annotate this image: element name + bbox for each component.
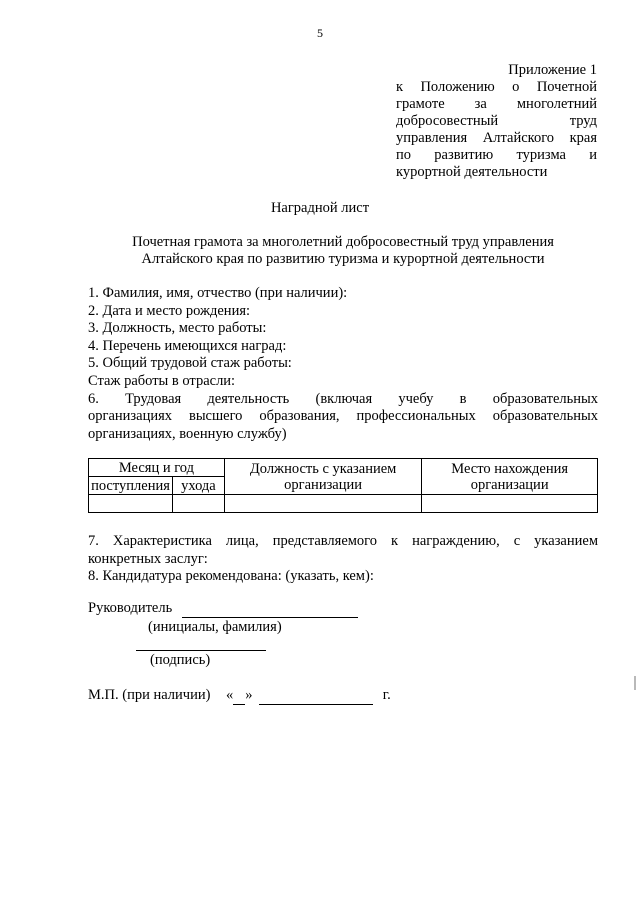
page-number: 5 (317, 26, 323, 40)
table-cell[interactable] (224, 495, 421, 513)
head-name-line[interactable] (182, 600, 358, 618)
table-cell[interactable] (89, 495, 173, 513)
day-field[interactable] (233, 687, 245, 705)
lower-items (88, 533, 598, 586)
signature-line[interactable] (136, 650, 266, 651)
header-location: Место нахождения организации (422, 459, 598, 495)
appendix-line: грамоте за многолетний (396, 96, 597, 112)
appendix-line: курортной деятельности (396, 164, 548, 180)
appendix-line: к Положению о Почетной (396, 79, 597, 95)
header-entry: поступления (89, 477, 173, 495)
seal-date-row (88, 687, 391, 705)
award-name-line: Алтайского края по развитию туризма и курортной деятельности (141, 251, 545, 267)
signature-label: (подпись) (150, 652, 211, 668)
seal-label: М.П. (при наличии) (88, 687, 211, 703)
form-items (88, 285, 598, 443)
table-row (89, 495, 598, 513)
head-row (88, 600, 358, 618)
work-history-table (88, 458, 598, 513)
year-suffix: г. (382, 687, 391, 703)
item-recommended-by: 8. Кандидатура рекомендована: (указать, кем): (88, 568, 374, 585)
item-awards: 4. Перечень имеющихся наград: (88, 337, 287, 354)
appendix-line: управления Алтайского края (396, 130, 597, 146)
initials-label: (инициалы, фамилия) (148, 619, 282, 635)
item-full-name: 1. Фамилия, имя, отчество (при наличии): (88, 285, 348, 301)
item-work-activity-cont: организациях, военную службу) (88, 425, 287, 442)
month-year-field[interactable] (259, 687, 373, 705)
scan-edge-mark (634, 676, 636, 690)
document-title: Наградной лист (270, 200, 370, 216)
item-work-activity: 6. Трудовая деятельность (включая учебу в образовательных (88, 390, 598, 407)
header-exit: ухода (172, 477, 224, 495)
table-cell[interactable] (422, 495, 598, 513)
header-month-year: Месяц и год (89, 459, 225, 477)
item-characteristic-cont: конкретных заслуг: (88, 550, 208, 567)
date-open-quote: « (226, 687, 234, 703)
award-name (90, 234, 596, 268)
award-name-line: Почетная грамота за многолетний добросовестный труд управления (132, 234, 554, 250)
appendix-block (396, 62, 597, 181)
item-position: 3. Должность, место работы: (88, 320, 267, 337)
item-total-experience: 5. Общий трудовой стаж работы: (88, 355, 292, 372)
appendix-line: по развитию туризма и (396, 147, 597, 163)
date-close-quote: » (245, 687, 253, 703)
item-characteristic: 7. Характеристика лица, представляемого к награждению, с указанием (88, 533, 598, 549)
item-work-activity-cont: организациях высшего образования, профессиональных образовательных (88, 408, 598, 425)
item-industry-experience: Стаж работы в отрасли: (88, 372, 236, 389)
header-position: Должность с указанием организации (224, 459, 421, 495)
appendix-line: добросовестный труд (396, 113, 597, 129)
appendix-title: Приложение 1 (508, 62, 597, 78)
table-cell[interactable] (172, 495, 224, 513)
head-label: Руководитель (88, 600, 173, 616)
item-birth: 2. Дата и место рождения: (88, 302, 251, 319)
